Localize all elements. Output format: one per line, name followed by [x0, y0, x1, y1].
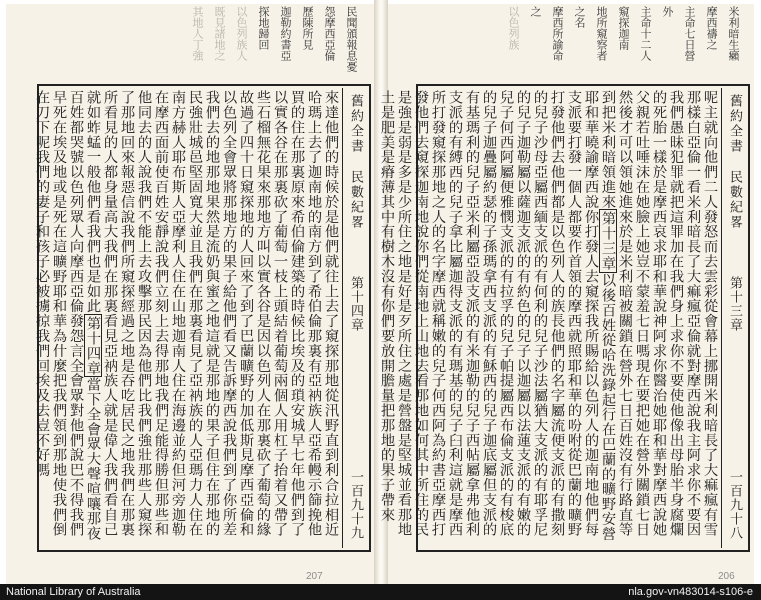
chapter-marker: 第十三章: [600, 211, 616, 271]
left-page: [6, 4, 374, 584]
image-identifier: nla.gov-vn483014-s106-e: [628, 586, 753, 598]
pencil-folio-mark: 206: [718, 571, 735, 582]
body-passage: 來達他們的時候於是他們就往上去了窺探那地從汛野直到利合拉相近哈瑪上去了迦南地的南方到了希伯倫那裏有亞衲族人亞希幔示篩挽他買的住在那裏原來希伯倫建築的時候比埃及的瑣安城早七年他們到了以實各谷在那裏砍了葡萄一枝上頭結着葡萄兩個人用杠子抬着又帶了些石榴無花果來那地方叫以實各谷是因以色列人在那裏砍了葡萄的緣故過了四十日窺探地的人回來了到了巴蘭曠野的加低斯見摩西亞倫和以色列全會眾將那地方的果子給他們看又告訴摩西說我們到了你所差我們去的地那地果然是流奶與蜜之地這就是那地的果子但住在那地的民強壯城邑堅固寬大並且我們在那裏看見了亞衲族的人亞瑪力人住在南方赫人耶布斯人亞摩利人住在山地迦南人住在海邊並約但河旁迦勒在摩西面前使百姓安靜說我們立刻上去得那地我們足能得勝但那些和他同去的人說我們不能上去攻擊那民因為他們比我們強壯那些人窺探了那地回來報惡信說我們所窺探經過之地是吞吃居民之地我們在那裏所看見的人都身量高大我們在那裏看見亞衲族人就是偉人我們看自己就如蚱蜢一般他們看我們也是如此: [85, 90, 339, 537]
margin-note: 以色列族: [507, 6, 520, 50]
pencil-folio-mark: 207: [306, 571, 323, 582]
book-title: 舊約全書: [348, 94, 363, 154]
right-page: [379, 4, 754, 584]
body-passage: 呢主就向他們二人發怒而去雲彩從會幕上挪開米利暗長了大痲瘋有雪那樣白亞倫一看米利暗長了大痲瘋亞倫就對摩西說我主阿求你不要因我們愚昧犯罪就把這罪加在我們身上求你不要使他像出母胎半身腐爛的死胎一樣於是摩西哀求耶和華說神阿求你醫治她耶和華對摩西說她父親若吐唾沫在她臉上她豈不蒙羞七日嗎現在要把她在營外關鎖七日然後才可以領她進來於是米利暗被關鎖在營外七日百姓沒有行路直等到把米利暗領進來: [600, 90, 718, 537]
library-footer: [0, 584, 761, 600]
margin-note: 之: [529, 6, 542, 17]
right-text-frame: [379, 84, 750, 552]
margin-note: 怨摩西亞倫: [323, 6, 336, 61]
margin-note: 摩西禱之: [705, 6, 718, 50]
margin-note: 既見諸地之: [213, 6, 226, 61]
margin-note: 探地歸回: [257, 6, 270, 50]
chapter-heading: 第十三章: [727, 276, 742, 332]
margin-note: 之名: [573, 6, 586, 28]
margin-note: 民聞頒報息憂: [345, 6, 358, 72]
margin-note: 摩西所諭命: [551, 6, 564, 61]
library-credit: National Library of Australia: [6, 586, 141, 598]
margin-note: 主命十二人: [639, 6, 652, 61]
margin-note: 主命七日營: [683, 6, 696, 61]
right-header-column: [721, 88, 748, 548]
right-margin-notes: [483, 6, 743, 80]
book-title: 舊約全書: [727, 94, 742, 154]
margin-note: 以色列族人: [235, 6, 248, 61]
margin-note: 外: [661, 6, 674, 17]
chapter-heading: 第十四章: [348, 276, 363, 332]
left-header-column: [342, 88, 369, 548]
page-number: 一百九十九: [348, 470, 363, 540]
page-number: 一百九十八: [727, 470, 742, 540]
left-text-frame: [34, 84, 371, 552]
section-title: 民數紀畧: [348, 170, 363, 230]
left-body-text: [34, 90, 339, 546]
margin-note: 歷陳所見: [301, 6, 314, 50]
margin-note: 其地人丁強: [191, 6, 204, 61]
left-margin-notes: [126, 6, 361, 80]
section-title: 民數紀畧: [727, 170, 742, 230]
margin-note: 米利暗生癩: [727, 6, 740, 61]
margin-note: 窺探迦南: [617, 6, 630, 50]
chapter-passage: 以後百姓從哈洗錄起行在巴蘭的曠野安營耶和華曉諭摩西說你打發人去窺探我所賜給以色列人的迦南地他們每支派要打發一個人都要作首領的摩西就照耶和華的吩咐從巴蘭的曠野打發他們去他們都是以色列人的族長他們的名字屬流便支派的有撒刻的兒子沙母亞屬西緬支派的有何利的兒子沙法屬猶大支派的有耶孚尼的兒子迦勒屬以薩迦支派的有約色的兒子以迦屬以法蓮支派的有嫩的兒子何西阿屬便雅憫支派的有拉孚的兒子帕提屬西布倫支派的有梭底的兒子迦疊屬約瑟的子孫瑪拿西支派的有穌西的兒子迦底屬但支派的有基瑪利的兒子亞米利屬亞設支派的有米迦勒的兒子西帖屬拿弗他利支派的有縛西的兒子拿比屬迦得支派的有瑪基的兒子臼利這就是摩西所打發窺探那地之人的名字摩西就稱嫩的兒子何西阿為約書亞摩西打發他們去窺探迦南地說你們從南地上山地去看那地如何其中所住的民是強是弱是多是少所住之地是好是歹所住之處是營盤是堅城並看那地土是肥美是瘠薄其中有樹木沒有你們要放開膽量把那地的果子帶來: [379, 90, 616, 542]
right-body-text: [379, 90, 718, 546]
margin-note: 迦勒約書亞: [279, 6, 292, 61]
margin-note: 地所窺察者: [595, 6, 608, 61]
chapter-marker: 第十四章: [85, 315, 101, 376]
chapter-passage: 當下全會眾大聲喧嚷那夜百姓都哭號以色列眾人向摩西亞倫發怨言全會眾對他們說巴不得我們早死在埃及地或是死在這曠野耶和華為什麼把我們領到那地使我們倒在刀下呢我們的妻子和孩子必被擄掠我們回埃及去豈不好嗎: [34, 90, 101, 542]
